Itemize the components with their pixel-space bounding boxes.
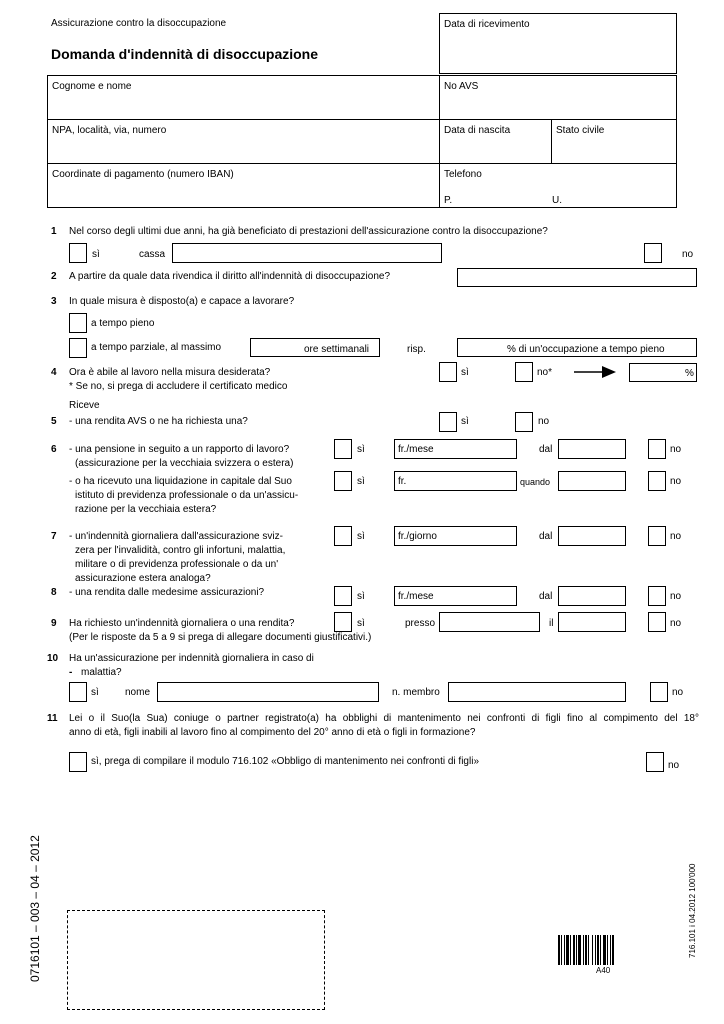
riceve-label: Riceve [69,400,100,411]
q4-number: 4 [51,367,57,378]
phone-work-label: U. [552,195,562,206]
q10-no-label: no [672,687,684,698]
q10-text: Ha un'assicurazione per indennità giornaliera in caso di [69,653,314,664]
q1-number: 1 [51,226,57,237]
barcode [558,935,644,965]
q9-il-label: il [549,618,554,629]
q7-number: 7 [51,531,57,542]
q10-sub: malattia? [81,667,122,678]
q9-note: (Per le risposte da 5 a 9 si prega di allegare documenti giustificativi.) [69,632,372,643]
avs-label: No AVS [444,81,479,92]
q10-number: 10 [47,653,59,664]
q7-no-checkbox[interactable] [648,526,666,546]
q1-cassa-input[interactable] [172,243,442,263]
q3-partial-label: a tempo parziale, al massimo [91,342,222,353]
q2-date-input[interactable] [457,268,697,287]
q9-yes-label: sì [357,618,365,629]
q1-cassa-label: cassa [139,249,166,260]
q9-text: Ha richiesto un'indennità giornaliera o una rendita? [69,618,295,629]
q6-line4: istituto di previdenza professionale o da un'assicu- [75,490,299,501]
q2-text: A partire da quale data rivendica il diritto all'indennità di disoccupazione? [69,271,391,282]
q4-text: Ora è abile al lavoro nella misura desiderata? [69,367,271,378]
q6-capital-amount-label: fr. [398,476,407,487]
q10-yes-label: sì [91,687,99,698]
q4-no-checkbox[interactable] [515,362,533,382]
name-label: Cognome e nome [52,81,132,92]
q11-yes-label: sì, prega di compilare il modulo 716.102 «Obbligo di mantenimento nei confronti di figli» [91,756,480,767]
q7-line4: assicurazione estera analoga? [75,573,211,584]
arrow-right-icon [574,364,618,380]
iban-field[interactable] [47,163,440,208]
q5-no-label: no [538,416,550,427]
q3-number: 3 [51,296,57,307]
q4-no-label: no* [537,367,553,378]
q6-number: 6 [51,444,57,455]
q6-line2: (assicurazione per la vecchiaia svizzera o estera) [75,458,294,469]
q9-number: 9 [51,618,57,629]
vertical-form-code: 0716101 – 003 – 04 – 2012 [28,835,42,982]
q6-line5: razione per la vecchiaia estera? [75,504,217,515]
q10-nome-label: nome [125,687,151,698]
receipt-date-label: Data di ricevimento [444,19,530,30]
q6-pension-date-input[interactable] [558,439,626,459]
q8-no-label: no [670,591,682,602]
q10-dash: - [69,667,73,678]
q6-capital-yes-label: sì [357,476,365,487]
q6-pension-no-label: no [670,444,682,455]
q6-pension-dal-label: dal [539,444,553,455]
q4-yes-checkbox[interactable] [439,362,457,382]
q9-yes-checkbox[interactable] [334,612,352,632]
q4-percent-sign: % [685,368,694,379]
civil-status-field[interactable] [551,119,677,164]
q10-yes-checkbox[interactable] [69,682,87,702]
q7-yes-checkbox[interactable] [334,526,352,546]
q6-pension-yes-checkbox[interactable] [334,439,352,459]
q1-yes-label: sì [92,249,100,260]
phone-private-label: P. [444,195,453,206]
q1-no-label: no [682,249,694,260]
q9-presso-input[interactable] [439,612,540,632]
q4-note: * Se no, si prega di accludere il certificato medico [69,381,288,392]
q3-percent-label: % di un'occupazione a tempo pieno [507,344,665,355]
receipt-date-field[interactable] [439,13,677,74]
q7-dal-label: dal [539,531,553,542]
phone-field[interactable] [439,163,677,208]
q4-yes-label: sì [461,367,469,378]
q5-yes-checkbox[interactable] [439,412,457,432]
q5-no-checkbox[interactable] [515,412,533,432]
form-reference: 716.101 i 04.2012 100'000 [688,863,697,958]
q7-line3: militare o di previdenza professionale o da un' [75,559,279,570]
q10-member-label: n. membro [392,687,440,698]
avs-field[interactable] [439,75,677,120]
org-name: Assicurazione contro la disoccupazione [51,18,227,29]
q11-yes-checkbox[interactable] [69,752,87,772]
q6-capital-when-label: quando [520,477,551,487]
q10-no-checkbox[interactable] [650,682,668,702]
q6-line1: - una pensione in seguito a un rapporto di lavoro? [69,444,290,455]
q8-date-input[interactable] [558,586,626,606]
q5-yes-label: sì [461,416,469,427]
q6-capital-no-label: no [670,476,682,487]
q8-number: 8 [51,587,57,598]
address-label: NPA, località, via, numero [52,125,167,136]
civil-status-label: Stato civile [556,125,605,136]
q8-yes-label: sì [357,591,365,602]
q3-full-label: a tempo pieno [91,318,155,329]
q9-no-label: no [670,618,682,629]
q11-line1: Lei o il Suo(la Sua) coniuge o partner registrato(a) ha obblighi di mantenimento nei confronti di figli fino al compimento del 18° [69,713,699,724]
iban-label: Coordinate di pagamento (numero IBAN) [52,169,234,180]
phone-label: Telefono [444,169,482,180]
barcode-label: A40 [596,966,611,975]
q8-no-checkbox[interactable] [648,586,666,606]
q9-no-checkbox[interactable] [648,612,666,632]
q2-number: 2 [51,271,57,282]
q6-line3: - o ha ricevuto una liquidazione in capitale dal Suo [69,476,292,487]
q10-member-input[interactable] [448,682,626,702]
q3-full-checkbox[interactable] [69,313,87,333]
q5-number: 5 [51,416,57,427]
q6-capital-date-input[interactable] [558,471,626,491]
q3-partial-checkbox[interactable] [69,338,87,358]
q1-yes-checkbox[interactable] [69,243,87,263]
q11-no-label: no [668,760,680,771]
q6-pension-no-checkbox[interactable] [648,439,666,459]
address-window-area [67,910,325,1010]
q1-text: Nel corso degli ultimi due anni, ha già beneficiato di prestazioni dell'assicurazione contro la disoccupazione? [69,226,548,237]
q3-risp-label: risp. [407,344,426,355]
q6-pension-yes-label: sì [357,444,365,455]
q1-no-checkbox[interactable] [644,243,662,263]
q7-date-input[interactable] [558,526,626,546]
q7-line2: zera per l'invalidità, contro gli infortuni, malattia, [75,545,286,556]
q5-text: - una rendita AVS o ne ha richiesta una? [69,416,248,427]
q6-capital-no-checkbox[interactable] [648,471,666,491]
page-title: Domanda d'indennità di disoccupazione [51,46,319,62]
birth-date-field[interactable] [439,119,552,164]
q3-text: In quale misura è disposto(a) e capace a lavorare? [69,296,295,307]
q8-dal-label: dal [539,591,553,602]
name-field[interactable] [47,75,440,120]
birth-date-label: Data di nascita [444,125,511,136]
q11-no-checkbox[interactable] [646,752,664,772]
q11-number: 11 [47,713,58,724]
q7-yes-label: sì [357,531,365,542]
q3-hours-label: ore settimanali [304,344,370,355]
q6-pension-amount-label: fr./mese [398,444,434,455]
q10-insurer-input[interactable] [157,682,379,702]
q7-no-label: no [670,531,682,542]
q8-amount-label: fr./mese [398,591,434,602]
q8-text: - una rendita dalle medesime assicurazioni? [69,587,265,598]
address-field[interactable] [47,119,440,164]
q7-amount-label: fr./giorno [398,531,437,542]
q9-presso-label: presso [405,618,436,629]
q6-capital-yes-checkbox[interactable] [334,471,352,491]
q7-line1: - un'indennità giornaliera dall'assicurazione sviz- [69,531,283,542]
q6-capital-amount-input[interactable] [394,471,517,491]
q9-date-input[interactable] [558,612,626,632]
q8-yes-checkbox[interactable] [334,586,352,606]
q11-line2: anno di età, figli inabili al lavoro fino al compimento del 20° anno di età o figli in formazione? [69,727,476,738]
